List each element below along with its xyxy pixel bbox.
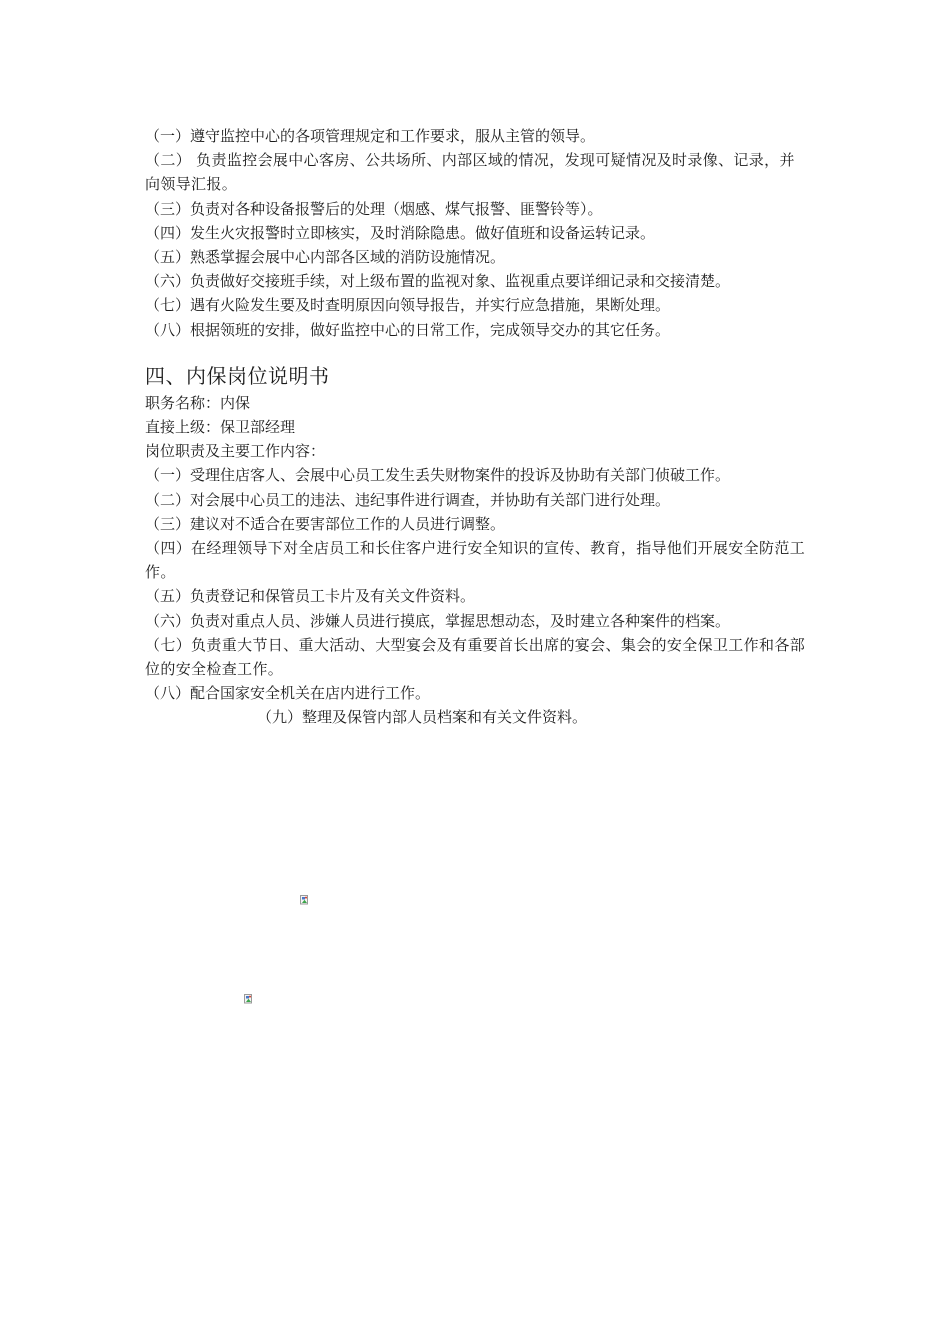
duty-item: （二）对会展中心员工的违法、违纪事件进行调查，并协助有关部门进行处理。: [145, 490, 671, 509]
duty-item: （六）负责对重点人员、涉嫌人员进行摸底，掌握思想动态，及时建立各种案件的档案。: [145, 611, 731, 630]
document-page: [145, 124, 810, 730]
duty-item: （七）遇有火险发生要及时查明原因向领导报告，并实行应急措施，果断处理。: [145, 296, 671, 315]
section-4-body: [145, 391, 810, 730]
job-title: 职务名称：内保: [145, 393, 251, 412]
duties-label: 岗位职责及主要工作内容：: [145, 442, 326, 461]
duty-item: （五）负责登记和保管员工卡片及有关文件资料。: [145, 587, 476, 606]
duty-item: （六）负责做好交接班手续，对上级布置的监视对象、监视重点要详细记录和交接清楚。: [145, 272, 731, 291]
duty-item: （五）熟悉掌握会展中心内部各区域的消防设施情况。: [145, 248, 506, 267]
broken-image-icon: [300, 895, 309, 905]
duty-item: （九）整理及保管内部人员档案和有关文件资料。: [257, 708, 588, 727]
section-3-duties: [145, 124, 810, 342]
duty-item: （四）在经理领导下对全店员工和长住客户进行安全知识的宣传、教育，指导他们开展安全防范工作。: [145, 539, 806, 582]
duty-item: （三）负责对各种设备报警后的处理（烟感、煤气报警、匪警铃等）。: [145, 199, 603, 218]
direct-superior: 直接上级：保卫部经理: [145, 418, 296, 437]
duty-item: （二） 负责监控会展中心客房、公共场所、内部区域的情况，发现可疑情况及时录像、记录，并向领导汇报。: [145, 151, 795, 194]
section-4-title: 四、内保岗位说明书: [145, 363, 330, 388]
duty-item: （八）根据领班的安排，做好监控中心的日常工作，完成领导交办的其它任务。: [145, 320, 671, 339]
duty-item: （一）遵守监控中心的各项管理规定和工作要求，服从主管的领导。: [145, 127, 596, 145]
duty-item: （四）发生火灾报警时立即核实，及时消除隐患。做好值班和设备运转记录。: [145, 223, 656, 242]
duty-item: （一）受理住店客人、会展中心员工发生丢失财物案件的投诉及协助有关部门侦破工作。: [145, 466, 731, 485]
duty-item: （八）配合国家安全机关在店内进行工作。: [145, 684, 431, 703]
duty-item: （三）建议对不适合在要害部位工作的人员进行调整。: [145, 514, 506, 533]
broken-image-icon: [244, 994, 253, 1004]
duty-item: （七）负责重大节日、重大活动、大型宴会及有重要首长出席的宴会、集会的安全保卫工作和各部位的安全检查工作。: [145, 635, 806, 679]
